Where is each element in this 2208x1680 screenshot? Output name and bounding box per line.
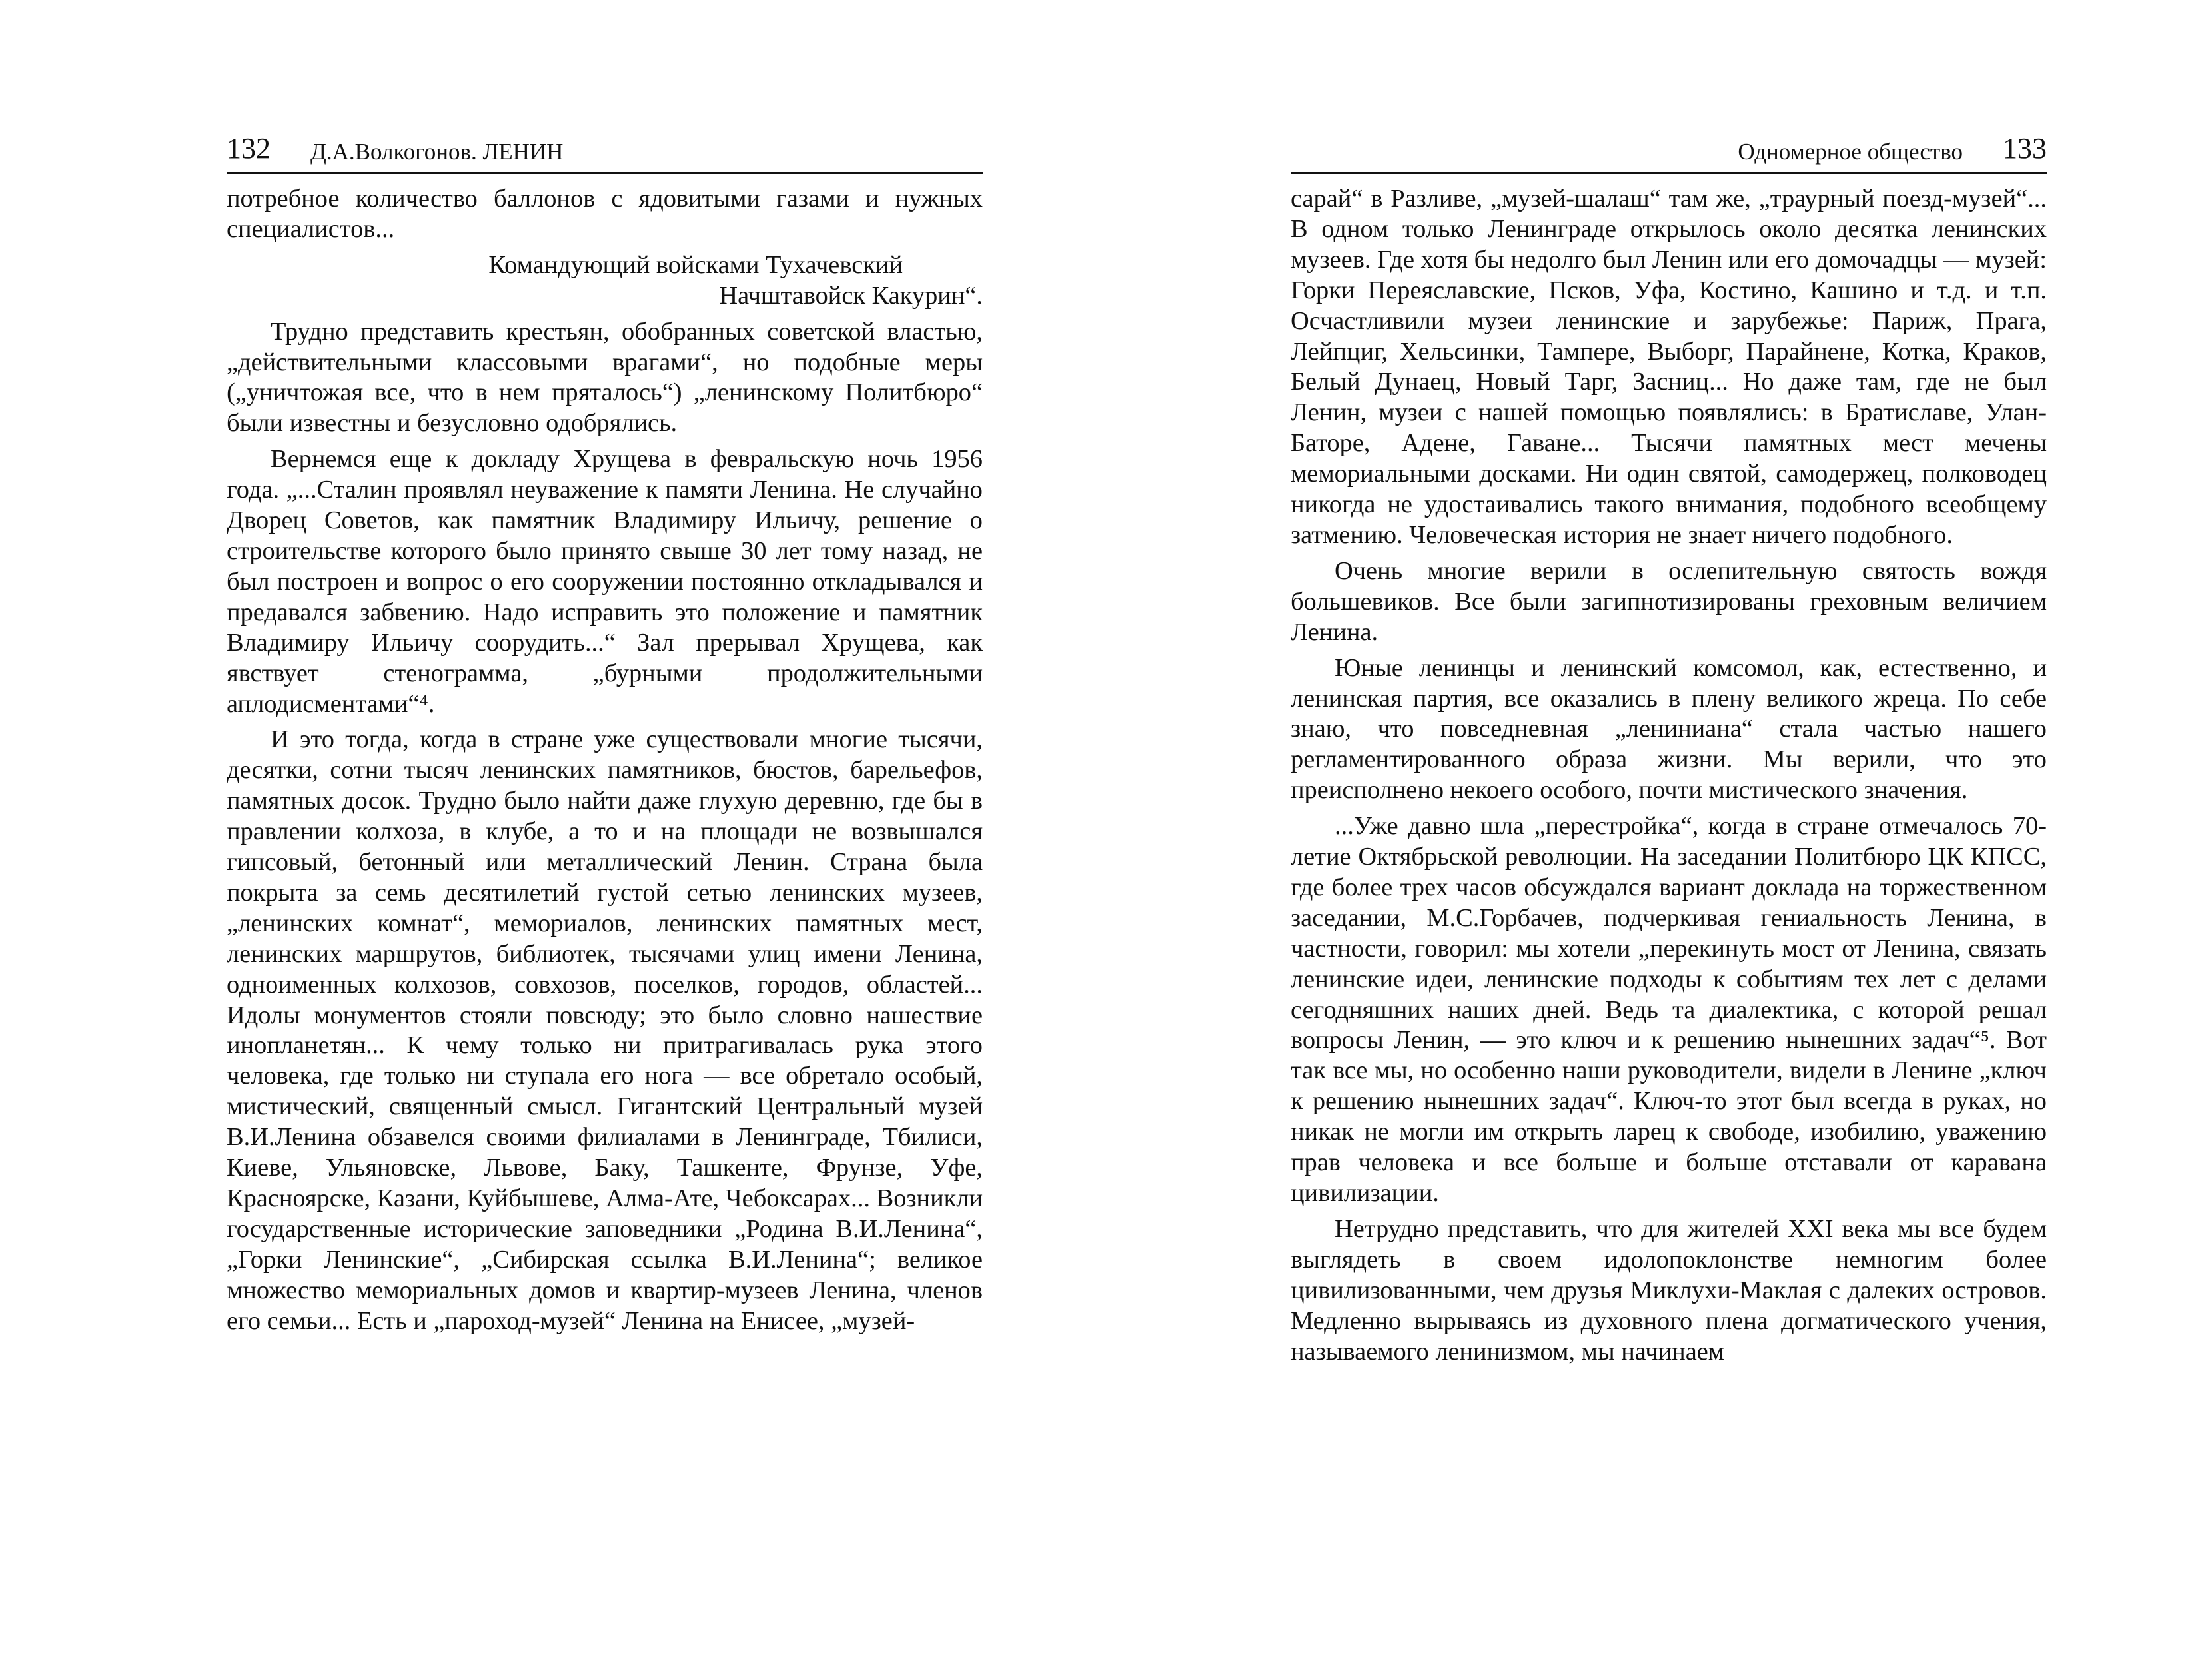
- right-paragraph-5: Нетрудно представить, что для жителей XXI века мы все будем выглядеть в своем идолопоклонстве немногим более цивилизованными, чем друзья Миклухи-Маклая с далеких островов. Медленно вырываясь из духовного плена догматического учения, называемого ленинизмом, мы начинаем: [1291, 1214, 2047, 1366]
- right-paragraph-2: Очень многие верили в ослепительную святость вождя большевиков. Все были загипнотизированы греховным величием Ленина.: [1291, 556, 2047, 646]
- right-header-rule: [1291, 172, 2047, 174]
- left-paragraph-3: Вернемся еще к докладу Хрущева в февральскую ночь 1956 года. „...Сталин проявлял неуважение к памяти Ленина. Не случайно Дворец Советов, как памятник Владимиру Ильичу, решение о строительстве которого было принято свыше 30 лет тому назад, не был построен и вопрос о его сооружении постоянно откладывался и предавался забвению. Надо исправить это положение и памятник Владимиру Ильичу соорудить...“ Зал прерывал Хрущева, как явствует стенограмма, „бурными продолжительными аплодисментами“⁴.: [227, 445, 983, 718]
- right-page-body: [1291, 184, 2047, 1372]
- left-signature-line-2: Начштавойск Какурин“.: [719, 281, 983, 310]
- right-paragraph-3: Юные ленинцы и ленинский комсомол, как, естественно, и ленинская партия, все оказались в плену великого жреца. По себе знаю, что повседневная „лениниана“ стала частью нашего регламентированного образа жизни. Мы верили, что это преисполнено некоего особого, почти мистического значения.: [1291, 653, 2047, 805]
- right-page-header: [1291, 112, 2047, 165]
- left-paragraph-1: потребное количество баллонов с ядовитыми газами и нужных специалистов...: [227, 185, 983, 243]
- left-page-header: [227, 112, 983, 165]
- left-page-number: 132: [227, 132, 271, 165]
- left-signature-line-1: Командующий войсками Тухачевский: [488, 250, 903, 279]
- right-paragraph-4: ...Уже давно шла „перестройка“, когда в стране отмечалось 70-летие Октябрьской революции. На заседании Политбюро ЦК КПСС, где более трех часов обсуждался вариант доклада на торжественном заседании, М.С.Горбачев, подчеркивая гениальность Ленина, в частности, говорил: мы хотели „перекинуть мост от Ленина, связать ленинские идеи, ленинские подходы к событиям тех лет с делами сегодняшних наших дней. Ведь та диалектика, с которой решал вопросы Ленин, — это ключ и к решению нынешних задач“⁵. Вот так все мы, но особенно наши руководители, видели в Ленине „ключ к решению нынешних задач“. Ключ-то этот был всегда в руках, но никак не могли им открыть ларец к свободе, изобилию, уважению прав человека и все больше и больше отставали от каравана цивилизации.: [1291, 812, 2047, 1207]
- right-page-number: 133: [2003, 132, 2047, 165]
- right-paragraph-1: сарай“ в Разливе, „музей-шалаш“ там же, „траурный поезд-музей“... В одном только Ленинграде открылось около десятка ленинских музеев. Где хотя бы недолго был Ленин или его домочадцы — музей: Горки Переяславские, Псков, Уфа, Костино, Кашино и т.д. и т.п. Осчастливили музеи ленинские и зарубежье: Париж, Прага, Лейпциг, Хельсинки, Тампере, Выборг, Парайнене, Котка, Краков, Белый Дунаец, Новый Тарг, Засниц... Но даже там, где не был Ленин, музеи с нашей помощью появлялись: в Братиславе, Улан-Баторе, Адене, Гаване... Тысячи памятных мест мечены мемориальными досками. Ни один святой, самодержец, полководец никогда не удостаивались такого внимания, подобного всеобщему затмению. Человеческая история не знает ничего подобного.: [1291, 185, 2047, 549]
- right-running-head: Одномерное общество: [1738, 139, 1963, 165]
- left-header-rule: [227, 172, 983, 174]
- left-running-head: Д.А.Волкогонов. ЛЕНИН: [310, 139, 564, 165]
- left-paragraph-4: И это тогда, когда в стране уже существовали многие тысячи, десятки, сотни тысяч ленинских памятников, бюстов, барельефов, памятных досок. Трудно было найти даже глухую деревню, где бы в правлении колхоза, в клубе, а то и на площади не возвышался гипсовый, бетонный или металлический Ленин. Страна была покрыта за семь десятилетий густой сетью ленинских музеев, „ленинских комнат“, мемориалов, ленинских памятных мест, ленинских маршрутов, библиотек, тысячами улиц имени Ленина, одноименных колхозов, совхозов, поселков, городов, областей... Идолы монументов стояли повсюду; это было словно нашествие инопланетян... К чему только ни притрагивалась рука этого человека, где только ни ступала его нога — все обретало особый, мистический, священный смысл. Гигантский Центральный музей В.И.Ленина обзавелся своими филиалами в Ленинграде, Тбилиси, Киеве, Ульяновске, Львове, Баку, Ташкенте, Фрунзе, Уфе, Красноярске, Казани, Куйбышеве, Алма-Ате, Чебоксарах... Возникли государственные исторические заповедники „Родина В.И.Ленина“, „Горки Ленинские“, „Сибирская ссылка В.И.Ленина“; великое множество мемориальных домов и квартир-музеев Ленина, членов его семьи... Есть и „пароход-музей“ Ленина на Енисее, „музей-: [227, 725, 983, 1335]
- left-page-body: [227, 184, 983, 1342]
- left-paragraph-2: Трудно представить крестьян, обобранных советской властью, „действительными классовыми врагами“, но подобные меры („уничтожая все, что в нем пряталось“) „ленинскому Политбюро“ были известны и безусловно одобрялись.: [227, 317, 983, 438]
- right-page: [1104, 0, 2208, 1680]
